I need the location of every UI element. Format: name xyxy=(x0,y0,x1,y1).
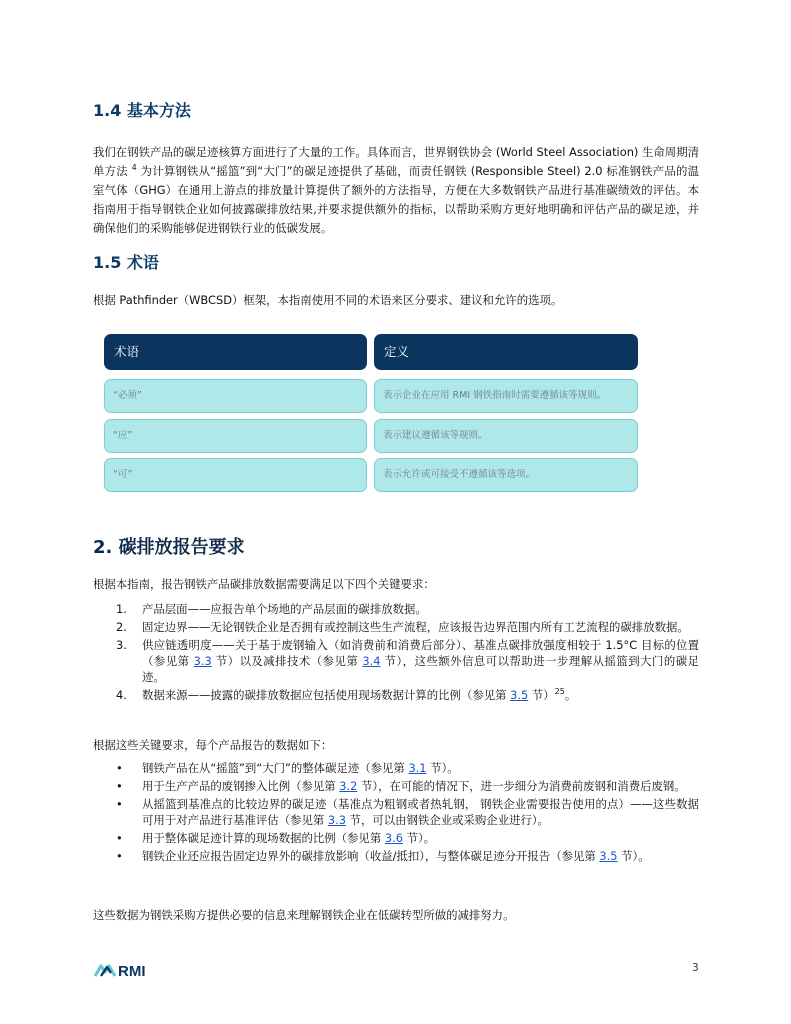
table-row-definition: 表示企业在应用 RMI 钢铁指南时需要遵循该等规则。 xyxy=(374,379,638,413)
section-link-3-4[interactable]: 3.4 xyxy=(362,654,381,668)
section-link-3-3[interactable]: 3.3 xyxy=(327,813,346,827)
section-link-3-3[interactable]: 3.3 xyxy=(193,654,212,668)
section-link-3-2[interactable]: 3.2 xyxy=(339,779,358,793)
section-1-5-title: 1.5 术语 xyxy=(93,253,159,272)
rmi-logo xyxy=(93,960,163,980)
list-text: 节）以及减排技术（参见第 xyxy=(211,654,363,668)
section-link-3-5[interactable]: 3.5 xyxy=(510,688,529,702)
list-item xyxy=(93,637,699,685)
bullet-glyph: • xyxy=(116,779,123,793)
data-bullet-list xyxy=(93,760,699,866)
list-number: 3. xyxy=(116,638,127,652)
requirements-list xyxy=(93,601,699,705)
bullet-glyph: • xyxy=(116,761,123,775)
section-2-closing: 这些数据为钢铁采购方提供必要的信息来理解钢铁企业在低碳转型所做的减排努力。 xyxy=(93,908,515,922)
table-header-definition: 定义 xyxy=(374,334,638,370)
table-row-definition: 表示允许或可接受不遵循该等选项。 xyxy=(374,458,638,492)
section-2-title: 2. 碳排放报告要求 xyxy=(93,537,245,558)
section-1-4-paragraph xyxy=(93,143,699,238)
list-number: 2. xyxy=(116,620,127,634)
table-row-definition: 表示建议遵循该等规则。 xyxy=(374,419,638,453)
paragraph-text-a: 我们在钢铁产品的碳足迹核算方面进行了大量的工作。具体而言，世界钢铁协会 (World Steel Association) 生命周期清单方法 xyxy=(93,145,699,178)
list-item xyxy=(93,601,699,617)
list-text: 节）。 xyxy=(617,849,650,863)
paragraph-text-b: 为计算钢铁从“摇篮”到“大门”的碳足迹提供了基础，而责任钢铁 (Responsible Steel) 2.0 标准钢铁产品的温室气体（GHG）在通用上游点的排放量计算提供了额外的方法指导，方便在大多数钢铁产品进行基准碳绩效的评估。本指南用于指导钢铁企业如何披露碳排放结果,并要求提供额外的指标，以帮助采购方更好地明确和评估产品的碳足迹，并确保他们的采购能够促进钢铁行业的低碳发展。 xyxy=(93,164,700,235)
bullet-glyph: • xyxy=(116,849,123,863)
list-item xyxy=(93,830,699,846)
list-text: 节）。 xyxy=(402,831,436,845)
list-item xyxy=(93,778,699,794)
table-row-term: “可” xyxy=(104,458,367,492)
list-item xyxy=(93,619,699,635)
list-text: 节） xyxy=(528,688,555,702)
section-1-4-title: 1.4 基本方法 xyxy=(93,101,191,120)
list-text: 用于整体碳足迹计算的现场数据的比例（参见第 xyxy=(142,831,385,845)
list-text: 节），在可能的情况下，进一步细分为消费前废钢和消费后废钢。 xyxy=(357,779,686,793)
list-text: 钢铁企业还应报告固定边界外的碳排放影响（收益/抵扣），与整体碳足迹分开报告（参见第 xyxy=(142,849,600,863)
list-item xyxy=(93,760,699,776)
bullet-glyph: • xyxy=(116,831,123,845)
logo-text: RMI xyxy=(118,963,146,980)
list-number: 1. xyxy=(116,602,127,616)
list-item xyxy=(93,848,699,864)
section-1-5-intro: 根据 Pathfinder（WBCSD）框架，本指南使用不同的术语来区分要求、建议和允许的选项。 xyxy=(93,293,563,307)
section-link-3-5[interactable]: 3.5 xyxy=(599,849,618,863)
section-2-intro-2: 根据这些关键要求，每个产品报告的数据如下： xyxy=(93,738,333,752)
list-text: 产品层面——应报告单个场地的产品层面的碳排放数据。 xyxy=(142,602,427,616)
table-row-term: “应” xyxy=(104,419,367,453)
list-text: 数据来源——披露的碳排放数据应包括使用现场数据计算的比例（参见第 xyxy=(142,688,511,702)
list-text: 供应链透明度——关于基于废钢输入（如消费前和消费后部分）、基准点碳排放强度相较于 1.5°C 目标的位置（参见第 xyxy=(142,638,699,668)
list-text: 从摇篮到基准点的比较边界的碳足迹（基准点为粗钢或者热轧钢， 钢铁企业需要报告使用的点）——这些数据可用于对产品进行基准评估（参见第 xyxy=(142,797,699,827)
list-item xyxy=(93,687,699,703)
list-text: 节）。 xyxy=(426,761,459,775)
footnote-marker: 4 xyxy=(131,163,137,173)
list-text: 节），这些额外信息可以帮助进一步理解从摇篮到大门的碳足迹。 xyxy=(142,654,699,684)
list-text: 用于生产产品的废钢掺入比例（参见第 xyxy=(142,779,340,793)
section-2-intro: 根据本指南，报告钢铁产品碳排放数据需要满足以下四个关键要求： xyxy=(93,577,435,591)
page-number: 3 xyxy=(692,962,699,974)
list-item xyxy=(93,796,699,828)
bullet-glyph: • xyxy=(116,797,123,811)
table-header-term: 术语 xyxy=(104,334,367,370)
table-row-term: “必须” xyxy=(104,379,367,413)
list-text: 。 xyxy=(564,688,577,702)
list-text: 固定边界——无论钢铁企业是否拥有或控制这些生产流程，应该报告边界范围内所有工艺流程的碳排放数据。 xyxy=(142,620,689,634)
section-link-3-1[interactable]: 3.1 xyxy=(408,761,427,775)
section-link-3-6[interactable]: 3.6 xyxy=(384,831,403,845)
list-number: 4. xyxy=(116,688,127,702)
list-text: 节，可以由钢铁企业或采购企业进行）。 xyxy=(346,813,549,827)
footnote-marker: 25 xyxy=(554,687,565,697)
list-text: 钢铁产品在从“摇篮”到“大门”的整体碳足迹（参见第 xyxy=(142,761,409,775)
